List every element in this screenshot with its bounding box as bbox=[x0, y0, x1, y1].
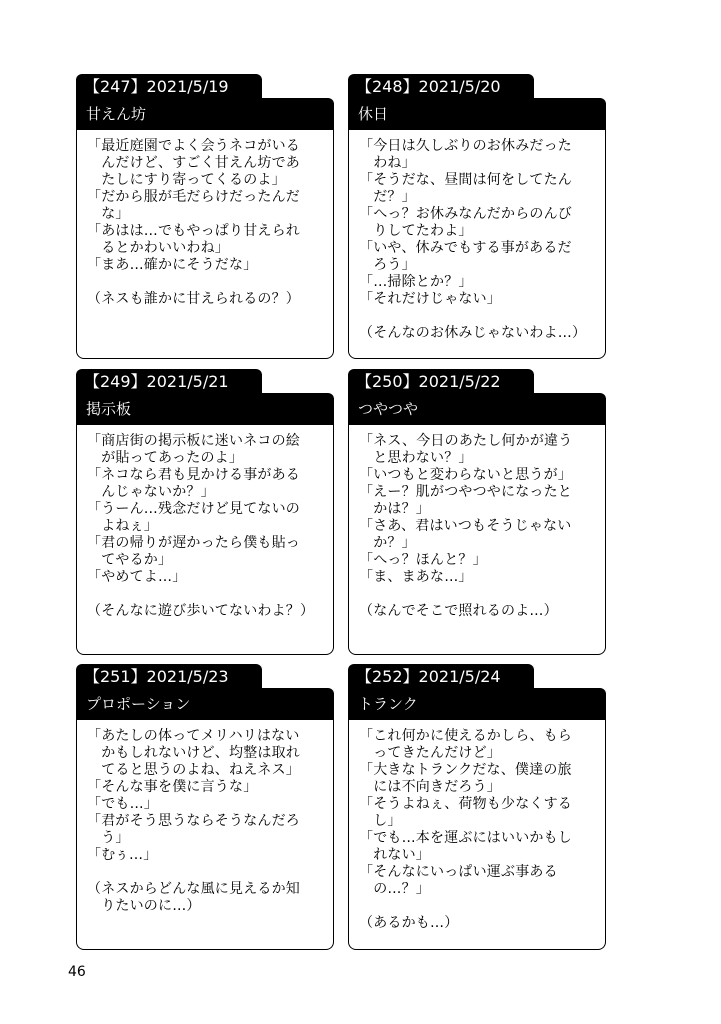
entry-body bbox=[348, 425, 606, 655]
blank-line bbox=[359, 308, 597, 325]
dialogue-line: 「えー？肌がつやつやになったと bbox=[359, 484, 572, 500]
dialogue-line: ろう」 bbox=[359, 257, 416, 273]
dialogue-line: てると思うのよね、ねえネス」 bbox=[87, 762, 300, 778]
page-number: 46 bbox=[68, 964, 86, 980]
dialogue-line: てやるか」 bbox=[87, 552, 173, 568]
dialogue-line: が貼ってあったのよ」 bbox=[87, 450, 244, 466]
dialogue-line: れない」 bbox=[359, 847, 430, 863]
dialogue-line: か？」 bbox=[359, 535, 416, 551]
dialogue-line: 「さあ、君はいつもそうじゃない bbox=[359, 518, 572, 534]
dialogue-line: 「でも…」 bbox=[87, 796, 158, 812]
dialogue-line: 「むぅ…」 bbox=[87, 847, 158, 863]
dialogue-line: 「あたしの体ってメリハリはない bbox=[87, 728, 300, 744]
dialogue-line: 「商店街の掲示板に迷いネコの絵 bbox=[87, 433, 300, 449]
blank-line bbox=[87, 274, 325, 291]
dialogue-line: 「あはは…でもやっぱり甘えられ bbox=[87, 223, 300, 239]
dialogue-line: （あるかも…） bbox=[359, 915, 459, 931]
dialogue-line: 「へっ？ほんと？」 bbox=[359, 552, 487, 568]
dialogue-line: 「いつもと変わらないと思うが」 bbox=[359, 467, 572, 483]
blank-line bbox=[359, 898, 597, 915]
dialogue-line: たしにすり寄ってくるのよ」 bbox=[87, 172, 286, 188]
dialogue-line: には不向きだろう」 bbox=[359, 779, 501, 795]
entry-tab: 【247】2021/5/19 bbox=[76, 74, 262, 100]
entry-body bbox=[348, 720, 606, 950]
dialogue-line: 「君がそう思うならそうなんだろ bbox=[87, 813, 300, 829]
entry-tab: 【250】2021/5/22 bbox=[348, 369, 534, 395]
dialogue-line: な」 bbox=[87, 206, 130, 222]
dialogue-line: るとかわいいわね」 bbox=[87, 240, 229, 256]
dialogue-line: 「そうよねぇ、荷物も少なくする bbox=[359, 796, 572, 812]
dialogue-line: 「そうだな、昼間は何をしてたん bbox=[359, 172, 572, 188]
dialogue-line: 「まあ…確かにそうだな」 bbox=[87, 257, 258, 273]
dialogue-line: 「うーん…残念だけど見てないの bbox=[87, 501, 300, 517]
blank-line bbox=[87, 864, 325, 881]
entry-tab: 【252】2021/5/24 bbox=[348, 664, 534, 690]
entry-body bbox=[76, 720, 334, 950]
dialogue-line: ってきたんだけど」 bbox=[359, 745, 501, 761]
entry-tab: 【251】2021/5/23 bbox=[76, 664, 262, 690]
dialogue-line: 「ネコなら君も見かける事がある bbox=[87, 467, 300, 483]
dialogue-line: （ネスからどんな風に見えるか知 bbox=[87, 881, 300, 897]
dialogue-line: う」 bbox=[87, 830, 130, 846]
entry-title: 甘えん坊 bbox=[76, 98, 334, 130]
dialogue-line: 「今日は久しぶりのお休みだった bbox=[359, 138, 572, 154]
dialogue-line: 「君の帰りが遅かったら僕も貼っ bbox=[87, 535, 300, 551]
dialogue-line: 「へっ？お休みなんだからのんび bbox=[359, 206, 572, 222]
dialogue-line: かは？」 bbox=[359, 501, 430, 517]
entry-tab: 【248】2021/5/20 bbox=[348, 74, 534, 100]
entry-title: 掲示板 bbox=[76, 393, 334, 425]
entry-title: 休日 bbox=[348, 98, 606, 130]
dialogue-line: 「ネス、今日のあたし何かが違う bbox=[359, 433, 573, 449]
dialogue-line: わね」 bbox=[359, 155, 416, 171]
entry-body bbox=[348, 130, 606, 359]
dialogue-line: んじゃないか？」 bbox=[87, 484, 215, 500]
entry-title: つやつや bbox=[348, 393, 606, 425]
dialogue-line: 「これ何かに使えるかしら、もら bbox=[359, 728, 572, 744]
dialogue-line: りしてたわよ」 bbox=[359, 223, 473, 239]
dialogue-line: 「ま、まあな…」 bbox=[359, 569, 473, 585]
dialogue-line: 「…掃除とか？」 bbox=[359, 274, 473, 290]
dialogue-line: 「やめてよ…」 bbox=[87, 569, 187, 585]
dialogue-line: 「そんな事を僕に言うな」 bbox=[87, 779, 258, 795]
entry-body bbox=[76, 130, 334, 359]
dialogue-line: し」 bbox=[359, 813, 402, 829]
dialogue-line: かもしれないけど、均整は取れ bbox=[87, 745, 300, 761]
entry-body bbox=[76, 425, 334, 655]
dialogue-line: の…？」 bbox=[359, 881, 430, 897]
dialogue-line: りたいのに…） bbox=[87, 898, 201, 914]
entry-tab: 【249】2021/5/21 bbox=[76, 369, 262, 395]
dialogue-line: （ネスも誰かに甘えられるの？） bbox=[87, 291, 300, 307]
dialogue-line: 「だから服が毛だらけだったんだ bbox=[87, 189, 300, 205]
dialogue-line: 「いや、休みでもする事があるだ bbox=[359, 240, 572, 256]
dialogue-line: （そんなに遊び歩いてないわよ？） bbox=[87, 603, 315, 619]
dialogue-line: んだけど、すごく甘えん坊であ bbox=[87, 155, 300, 171]
entry-title: トランク bbox=[348, 688, 606, 720]
dialogue-line: 「でも…本を運ぶにはいいかもし bbox=[359, 830, 572, 846]
dialogue-line: （なんでそこで照れるのよ…） bbox=[359, 603, 558, 619]
blank-line bbox=[87, 586, 325, 603]
dialogue-line: よねぇ」 bbox=[87, 518, 158, 534]
dialogue-line: （そんなのお休みじゃないわよ…） bbox=[359, 325, 587, 341]
entry-title: プロポーション bbox=[76, 688, 334, 720]
dialogue-line: 「最近庭園でよく会うネコがいる bbox=[87, 138, 300, 154]
dialogue-line: だ？」 bbox=[359, 189, 416, 205]
dialogue-line: 「大きなトランクだな、僕達の旅 bbox=[359, 762, 572, 778]
dialogue-line: 「それだけじゃない」 bbox=[359, 291, 501, 307]
blank-line bbox=[359, 586, 597, 603]
dialogue-line: 「そんなにいっぱい運ぶ事ある bbox=[359, 864, 558, 880]
dialogue-line: と思わない？」 bbox=[359, 450, 473, 466]
